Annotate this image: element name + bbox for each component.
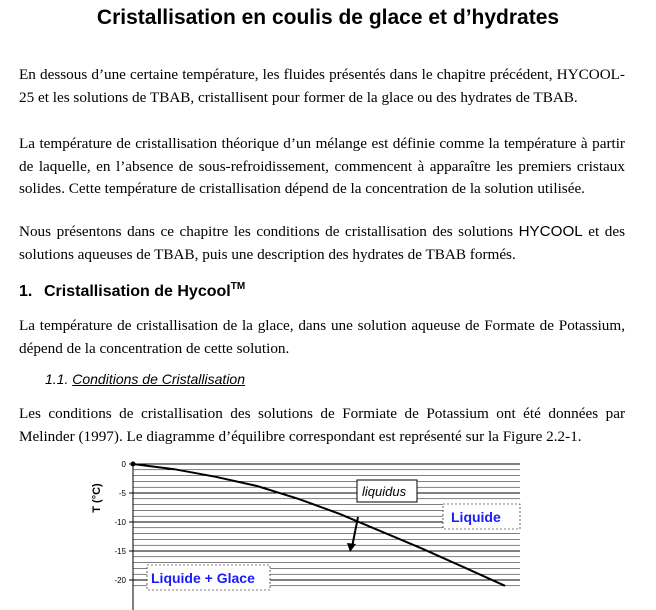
page-title: Cristallisation en coulis de glace et d’hydrates (96, 6, 560, 29)
chart-ticks (114, 460, 133, 585)
section-number: 1. (19, 283, 33, 300)
paragraph-overview-part-1: Nous présentons dans ce chapitre les conditions de cristallisation des solutions (19, 223, 519, 240)
paragraph-overview-part-2: et des solutions aqueuses de TBAB, puis une description des hydrates de TBAB formés. (19, 223, 625, 263)
mixed-region-label: Liquide + Glace (151, 570, 255, 586)
paragraph-definition: La température de cristallisation théorique d’un mélange est définie comme la température à partir de laquelle, en l’absence de sous-refroidissement, commencent à apparaître les premiers cristaux solides. Cette température de cristallisation dépend de la concentration de la solution utilisée. (19, 135, 625, 197)
subsection-number: 1.1. (45, 371, 69, 387)
paragraph-intro: En dessous d’une certaine température, les fluides présentés dans le chapitre précédent, HYCOOL-25 et les solutions de TBAB, cristallisent pour former de la glace ou des hydrates de TBAB. (19, 66, 625, 106)
phase-diagram-chart (0, 455, 656, 610)
y-tick-label: -15 (114, 547, 126, 556)
subsection-title: Conditions de Cristallisation (72, 371, 246, 387)
y-tick-label: 0 (121, 460, 126, 469)
y-tick-label: -10 (114, 518, 126, 527)
liquidus-label: liquidus (362, 484, 407, 499)
y-axis-label: T (°C) (91, 483, 103, 513)
y-tick-label: -20 (114, 576, 126, 585)
liquidus-pointer (352, 517, 358, 547)
trademark-superscript: TM (230, 281, 246, 292)
subsection-heading (45, 370, 245, 388)
liquid-region-label: Liquide (451, 509, 501, 525)
paragraph-ice-crystallisation: La température de cristallisation de la glace, dans une solution aqueuse de Formate de Potassium, dépend de la concentration de cette solution. (19, 317, 625, 357)
hycool-term: HYCOOL (518, 223, 583, 240)
paragraph-melinder: Les conditions de cristallisation des solutions de Formiate de Potassium ont été données par Melinder (1997). Le diagramme d’équilibre correspondant est représenté sur la Figure 2.2-1. (19, 405, 625, 445)
curve-start-point (131, 462, 136, 467)
section-heading (19, 277, 245, 302)
section-title: Cristallisation de Hycool (44, 283, 231, 300)
y-tick-label: -5 (118, 489, 126, 498)
paragraph-overview (19, 221, 625, 266)
